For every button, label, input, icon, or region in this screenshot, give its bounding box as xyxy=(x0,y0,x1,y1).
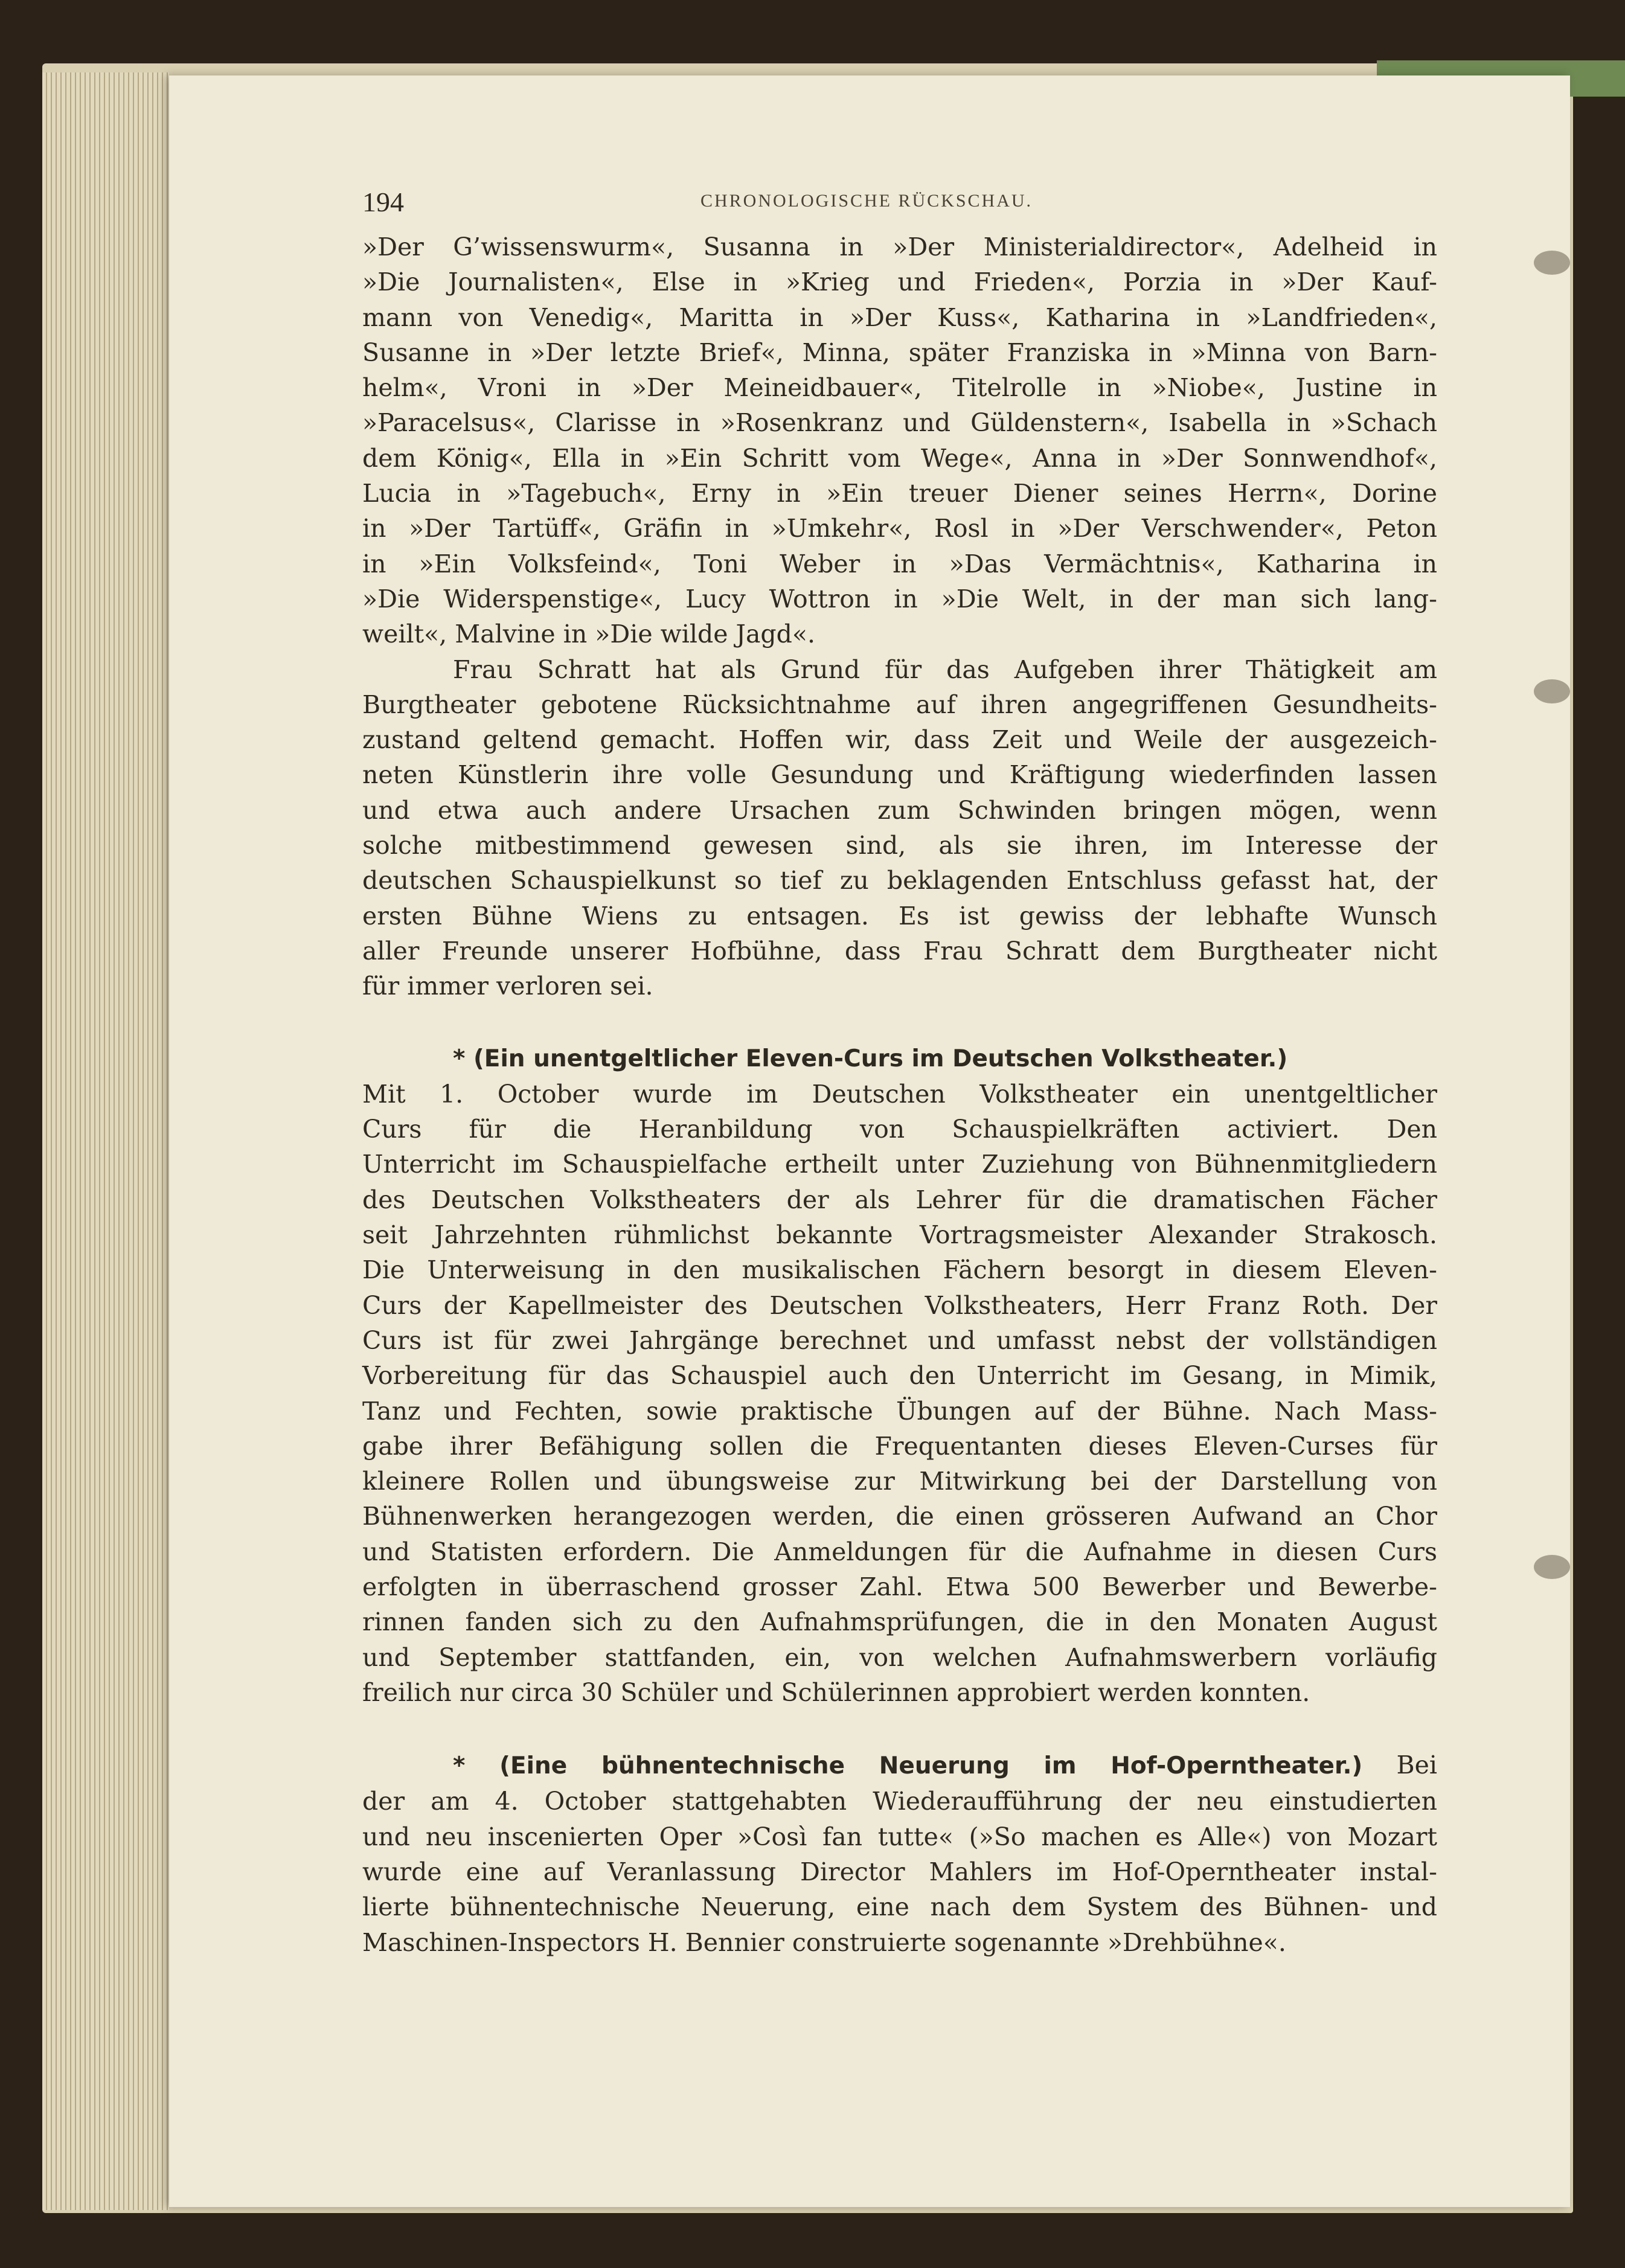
text-line: Burgtheater gebotene Rücksichtnahme auf ihren angegriffenen Gesundheits- xyxy=(362,690,1437,719)
text-line: dem König«, Ella in »Ein Schritt vom Wege«, Anna in »Der Sonnwendhof«, xyxy=(362,443,1437,473)
page-stack xyxy=(42,72,169,2210)
text-line: Bühnenwerken herangezogen werden, die einen grösseren Aufwand an Chor xyxy=(362,1502,1437,1531)
text-line: kleinere Rollen und übungsweise zur Mitwirkung bei der Darstellung von xyxy=(362,1467,1437,1496)
text-line: ersten Bühne Wiens zu entsagen. Es ist gewiss der lebhafte Wunsch xyxy=(362,901,1437,931)
section-heading-line xyxy=(362,1747,1437,1784)
text-line: Curs ist für zwei Jahrgänge berechnet und umfasst nebst der vollständigen xyxy=(362,1325,1437,1355)
section-eleven-curs xyxy=(362,1042,1437,1711)
page-content xyxy=(362,181,1437,1960)
text-line: der am 4. October stattgehabten Wiederaufführung der neu einstudierten xyxy=(362,1787,1437,1816)
text-line: Frau Schratt hat als Grund für das Aufgeben ihrer Thätigkeit am xyxy=(453,655,1437,684)
text-line: des Deutschen Volkstheaters der als Lehrer für die dramatischen Fächer xyxy=(362,1185,1437,1214)
text-line: weilt«, Malvine in »Die wilde Jagd«. xyxy=(362,620,815,649)
section-drehbuehne xyxy=(362,1747,1437,1960)
page-tab-mark xyxy=(1534,251,1570,275)
text-line: deutschen Schauspielkunst so tief zu beklagenden Entschluss gefasst hat, der xyxy=(362,866,1437,895)
page-tab-mark xyxy=(1534,1555,1570,1579)
text-line: »Der G’wissenswurm«, Susanna in »Der Ministerialdirector«, Adelheid in xyxy=(362,232,1437,261)
text-line: Vorbereitung für das Schauspiel auch den Unterricht im Gesang, in Mimik, xyxy=(362,1361,1437,1391)
text-line: erfolgten in überraschend grosser Zahl. Etwa 500 Bewerber und Bewerbe- xyxy=(362,1572,1437,1601)
heading-tail: Bei xyxy=(1396,1751,1437,1780)
text-line: Mit 1. October wurde im Deutschen Volkstheater ein unentgeltlicher xyxy=(362,1079,1437,1109)
text-line: freilich nur circa 30 Schüler und Schülerinnen approbiert werden konnten. xyxy=(362,1677,1310,1707)
text-line: helm«, Vroni in »Der Meineidbauer«, Titelrolle in »Niobe«, Justine in xyxy=(362,373,1437,403)
paragraph-roles xyxy=(362,229,1437,652)
text-line: seit Jahrzehnten rühmlichst bekannte Vortragsmeister Alexander Strakosch. xyxy=(362,1220,1437,1250)
text-line: Curs für die Heranbildung von Schauspielkräften activiert. Den xyxy=(362,1115,1437,1144)
text-line: neten Künstlerin ihre volle Gesundung und Kräftigung wiederfinden lassen xyxy=(362,760,1437,790)
text-line: aller Freunde unserer Hofbühne, dass Frau Schratt dem Burgtheater nicht xyxy=(362,936,1437,966)
text-line: »Die Journalisten«, Else in »Krieg und Frieden«, Porzia in »Der Kauf- xyxy=(362,267,1437,297)
text-line: und etwa auch andere Ursachen zum Schwinden bringen mögen, wenn xyxy=(362,795,1437,825)
page-tab-mark xyxy=(1534,679,1570,703)
paragraph-schratt xyxy=(362,652,1437,1004)
text-line: mann von Venedig«, Maritta in »Der Kuss«, Katharina in »Landfrieden«, xyxy=(362,303,1437,332)
text-line: »Die Widerspenstige«, Lucy Wottron in »Die Welt, in der man sich lang- xyxy=(362,584,1437,613)
section-heading: * (Eine bühnentechnische Neuerung im Hof-Operntheater.) xyxy=(453,1752,1363,1780)
text-line: »Paracelsus«, Clarisse in »Rosenkranz und Güldenstern«, Isabella in »Schach xyxy=(362,408,1437,438)
section-heading: * (Ein unentgeltlicher Eleven-Curs im Deutschen Volkstheater.) xyxy=(453,1045,1288,1072)
text-line: rinnen fanden sich zu den Aufnahmsprüfungen, die in den Monaten August xyxy=(362,1607,1437,1637)
text-line: Curs der Kapellmeister des Deutschen Volkstheaters, Herr Franz Roth. Der xyxy=(362,1290,1437,1320)
text-line: zustand geltend gemacht. Hoffen wir, dass Zeit und Weile der ausgezeich- xyxy=(362,725,1437,755)
text-line: Tanz und Fechten, sowie praktische Übungen auf der Bühne. Nach Mass- xyxy=(362,1396,1437,1426)
text-line: lierte bühnentechnische Neuerung, eine nach dem System des Bühnen- und xyxy=(362,1892,1437,1922)
text-line: Lucia in »Tagebuch«, Erny in »Ein treuer Diener seines Herrn«, Dorine xyxy=(362,479,1437,508)
page-number: 194 xyxy=(362,187,404,217)
text-line: in »Ein Volksfeind«, Toni Weber in »Das Vermächtnis«, Katharina in xyxy=(362,549,1437,578)
text-line: in »Der Tartüff«, Gräfin in »Umkehr«, Rosl in »Der Verschwender«, Peton xyxy=(362,514,1437,543)
text-line: Unterricht im Schauspielfache ertheilt unter Zuziehung von Bühnenmitgliedern xyxy=(362,1150,1437,1179)
text-line: solche mitbestimmend gewesen sind, als sie ihren, im Interesse der xyxy=(362,831,1437,860)
text-line: Susanne in »Der letzte Brief«, Minna, später Franziska in »Minna von Barn- xyxy=(362,338,1437,367)
text-line: und Statisten erfordern. Die Anmeldungen für die Aufnahme in diesen Curs xyxy=(362,1537,1437,1566)
running-head: CHRONOLOGISCHE RÜCKSCHAU. xyxy=(700,191,1033,211)
text-line: und neu inscenierten Oper »Così fan tutte« (»So machen es Alle«) von Mozart xyxy=(362,1822,1437,1851)
text-line: wurde eine auf Veranlassung Director Mahlers im Hof-Operntheater instal- xyxy=(362,1857,1437,1887)
text-line: und September stattfanden, ein, von welchen Aufnahmswerbern vorläufig xyxy=(362,1642,1437,1672)
text-line: Die Unterweisung in den musikalischen Fächern besorgt in diesem Eleven- xyxy=(362,1255,1437,1285)
text-line: Maschinen-Inspectors H. Bennier construierte sogenannte »Drehbühne«. xyxy=(362,1927,1286,1957)
text-line: gabe ihrer Befähigung sollen die Frequentanten dieses Eleven-Curses für xyxy=(362,1431,1437,1461)
text-line: für immer verloren sei. xyxy=(362,972,653,1001)
page-header xyxy=(362,181,1437,229)
